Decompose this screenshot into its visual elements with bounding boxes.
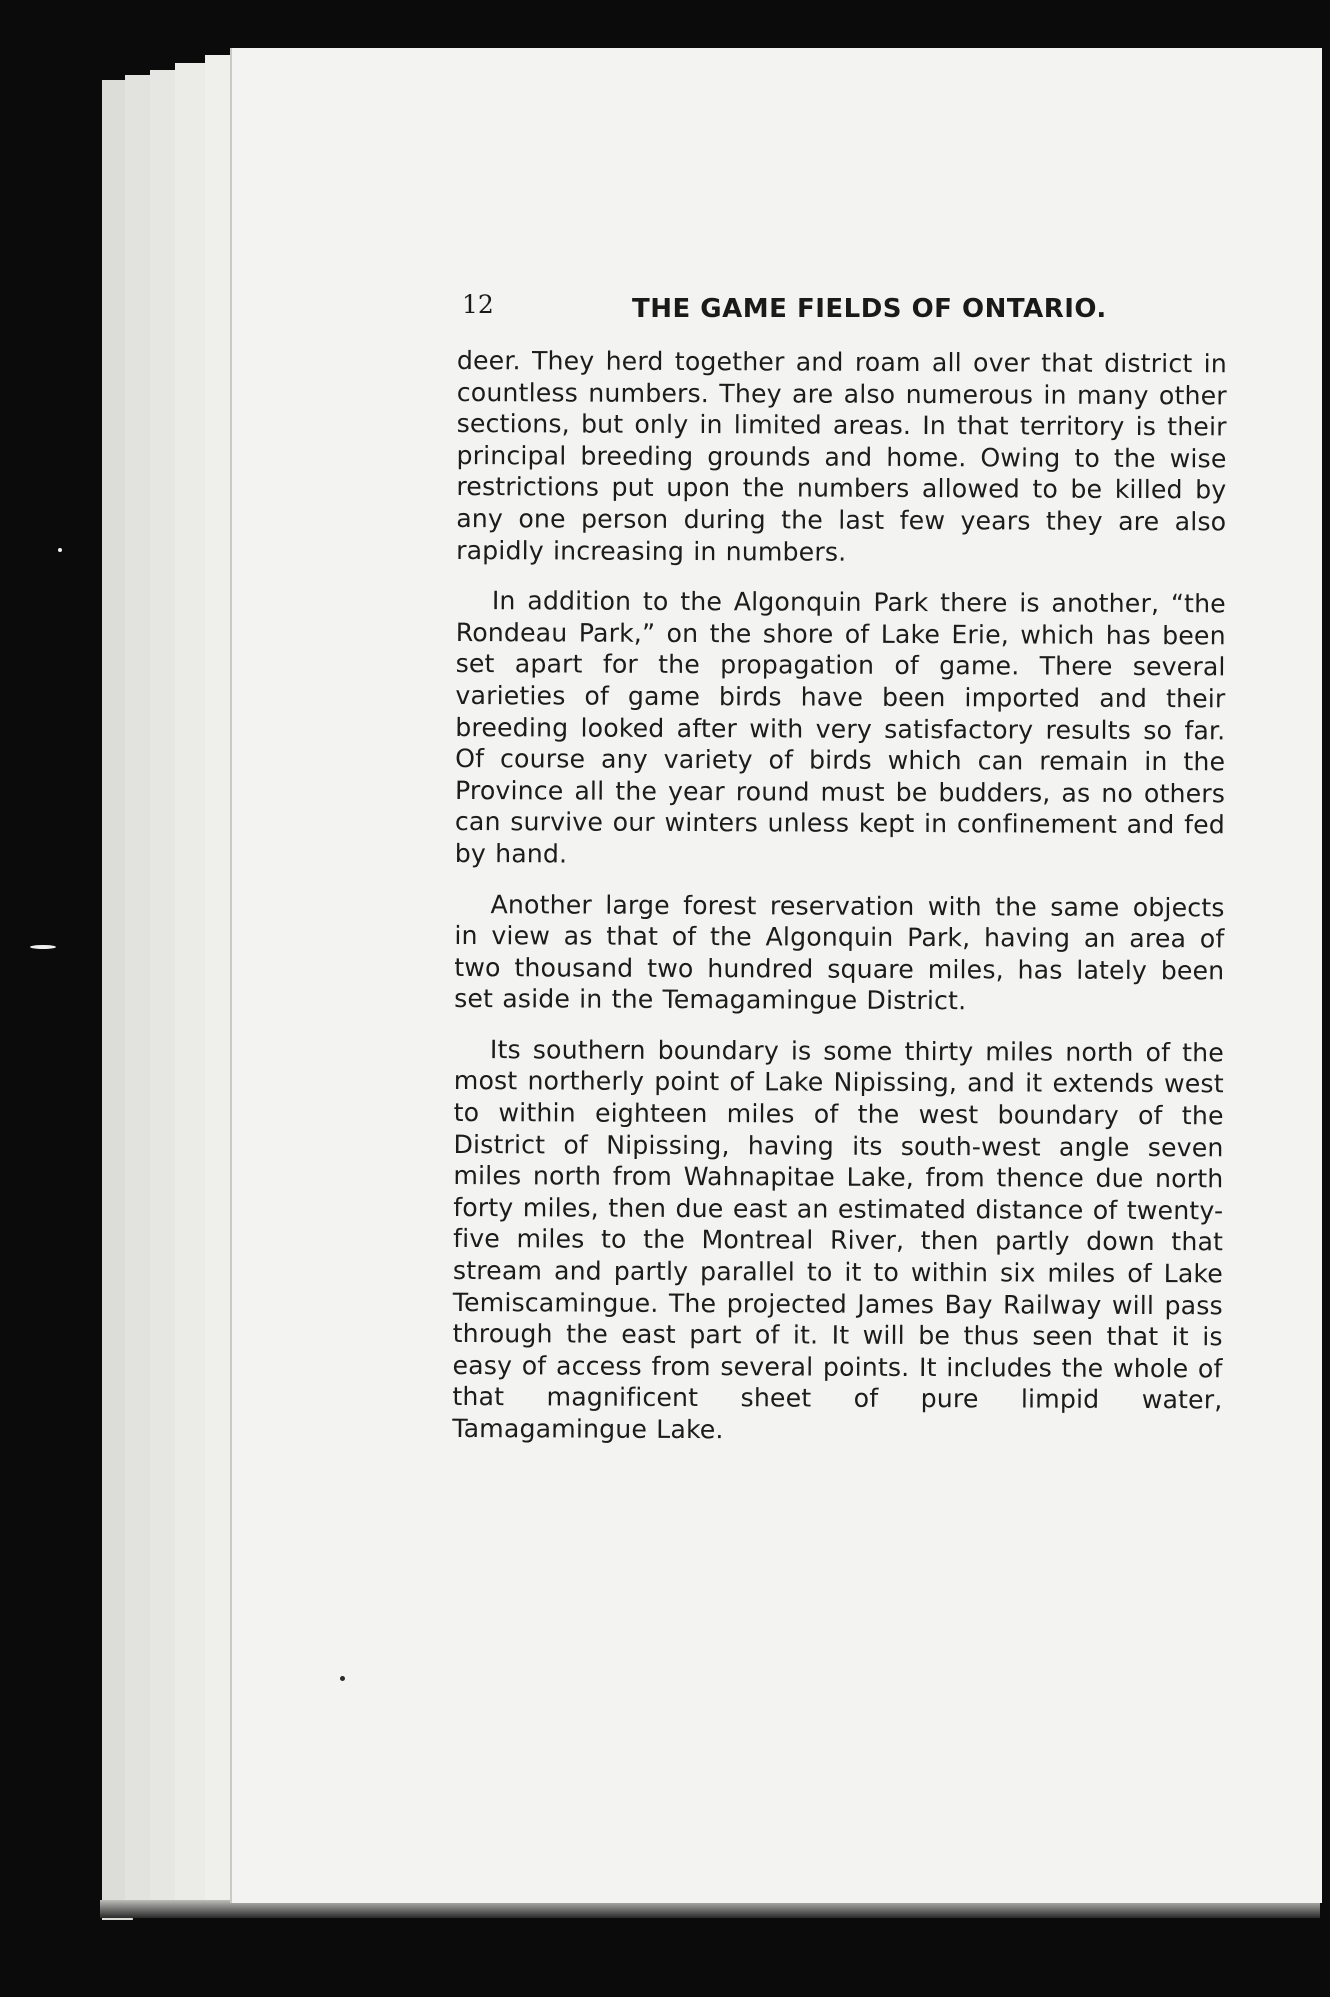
paragraph: Its southern boundary is some thirty miles north of the most northerly point of Lake Nipissing, and it extends west to within eighteen miles of the west boundary of the District of Nipissing, having its south-west angle seven miles north from Wahnapitae Lake, from thence due north forty miles, then due east an estimated distance of twenty-five miles to the Montreal River, then partly down that stream and partly parallel to it to within six miles of Lake Temiscamingue. The projected James Bay Railway will pass through the east part of it. It will be thus seen that it is easy of access from several points. It includes the whole of that magnificent sheet of pure limpid water, Tamagamingue Lake. (452, 1035, 1224, 1445)
paragraph: In addition to the Algonquin Park there is another, “the Rondeau Park,” on the shore of Lake Erie, which has been set apart for the propagation of game. There several varieties of game birds have been imported and their breeding looked after with very satisfactory results so far. Of course any variety of birds which can remain in the Province all the year round must be budders, as no others can survive our winters unless kept in confinement and fed by hand. (454, 586, 1226, 869)
scan-speck (30, 945, 56, 949)
page-body (452, 345, 1227, 1467)
page-header (462, 290, 1222, 330)
paragraph: deer. They herd together and roam all over that district in countless numbers. They are also numerous in many other sections, but only in limited areas. In that territory is their principal breeding grounds and home. Owing to the wise restrictions put upon the numbers allowed to be killed by any one person during the last few years they are also rapidly increasing in numbers. (456, 346, 1227, 567)
running-head: THE GAME FIELDS OF ONTARIO. (632, 294, 1107, 324)
scan-speck (58, 548, 62, 552)
paragraph: Another large forest reservation with the same objects in view as that of the Algonquin Park, having an area of two thousand two hundred square miles, has lately been set aside in the Temagamingue District. (454, 889, 1225, 1016)
page-edge (175, 63, 206, 1907)
page-number: 12 (462, 290, 494, 319)
scan-speck (340, 1676, 345, 1681)
